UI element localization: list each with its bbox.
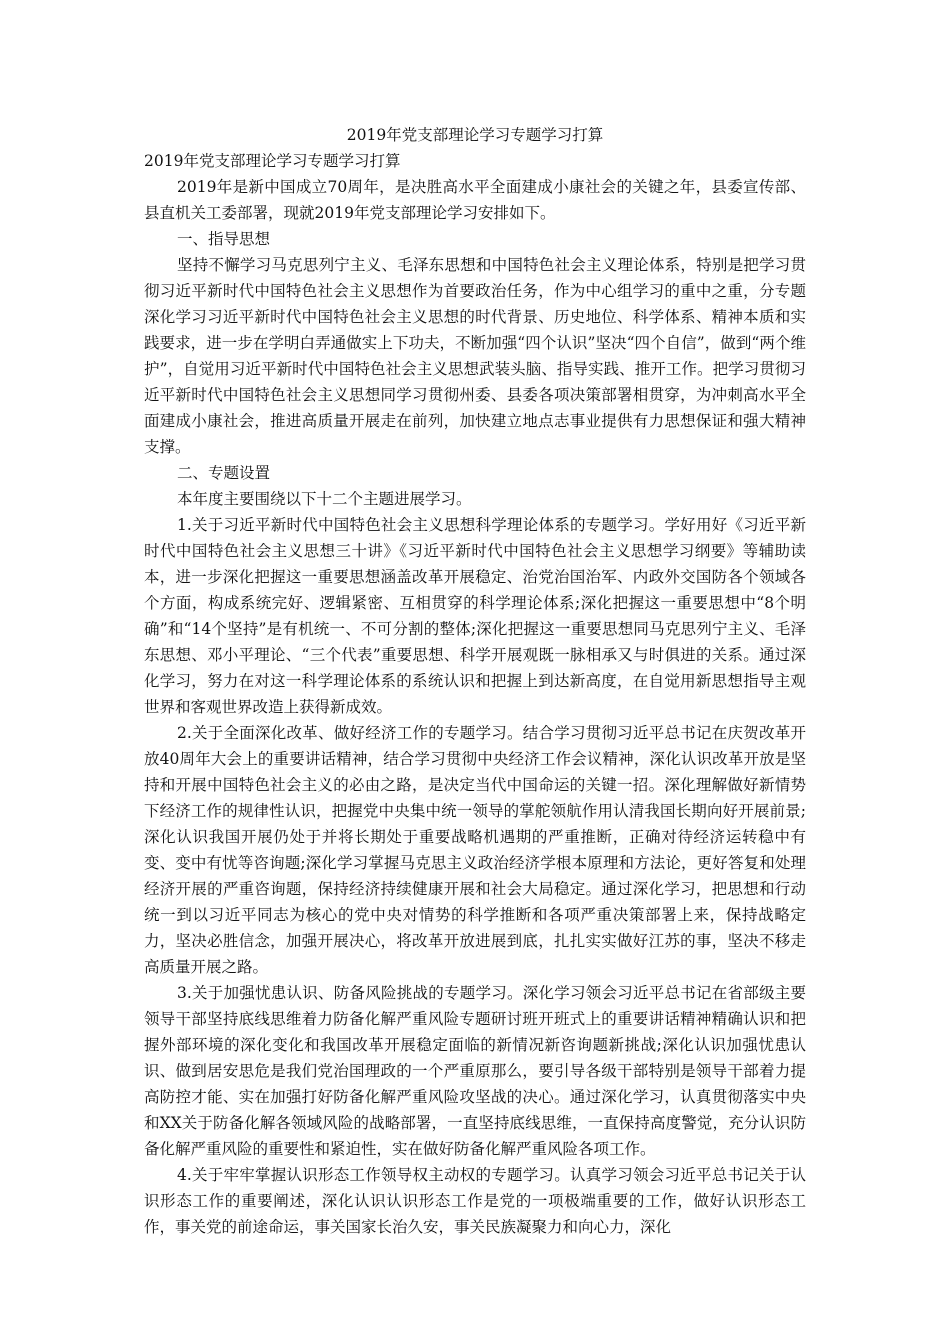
topics-intro-paragraph: 本年度主要围绕以下十二个主题进展学习。 [177, 490, 472, 508]
topic-1-paragraph: 1.关于习近平新时代中国特色社会主义思想科学理论体系的专题学习。学好用好《习近平新时代中国特色社会主义思想三十讲》《习近平新时代中国特色社会主义思想学习纲要》等辅助读本，进一步深化把握这一重要思想涵盖改革开展稳定、治党治国治军、内政外交国防各个领域各个方面，构成系统完好、逻辑紧密、互相贯穿的科学理论体系;深化把握这一重要思想中“8个明确”和“14个坚持”是有机统一、不可分割的整体;深化把握这一重要思想同马克思列宁主义、毛泽东思想、邓小平理论、“三个代表”重要思想、科学开展观既一脉相承又与时俱进的关系。通过深化学习，努力在对这一科学理论体系的系统认识和把握上到达新高度，在自觉用新思想指导主观世界和客观世界改造上获得新成效。 [144, 516, 806, 716]
guiding-thought-paragraph: 坚持不懈学习马克思列宁主义、毛泽东思想和中国特色社会主义理论体系，特别是把学习贯彻习近平新时代中国特色社会主义思想作为首要政治任务，作为中心组学习的重中之重，分专题深化学习习近平新时代中国特色社会主义思想的时代背景、历史地位、科学体系、精神本质和实践要求，进一步在学明白弄通做实上下功夫，不断加强“四个认识”坚决“四个自信”，做到“两个维护”，自觉用习近平新时代中国特色社会主义思想武装头脑、指导实践、推开工作。把学习贯彻习近平新时代中国特色社会主义思想同学习贯彻州委、县委各项决策部署相贯穿，为冲刺高水平全面建成小康社会，推进高质量开展走在前列，加快建立地点志事业提供有力思想保证和强大精神支撑。 [144, 256, 806, 456]
intro-paragraph: 2019年是新中国成立70周年，是决胜高水平全面建成小康社会的关键之年，县委宣传部、县直机关工委部署，现就2019年党支部理论学习安排如下。 [144, 178, 806, 222]
topic-4-paragraph: 4.关于牢牢掌握认识形态工作领导权主动权的专题学习。认真学习领会习近平总书记关于认识形态工作的重要阐述，深化认识认识形态工作是党的一项极端重要的工作，做好认识形态工作，事关党的前途命运，事关国家长治久安，事关民族凝聚力和向心力，深化 [144, 1166, 806, 1236]
section-heading-guiding-thought: 一、指导思想 [177, 230, 271, 248]
document-subtitle: 2019年党支部理论学习专题学习打算 [144, 152, 401, 170]
topic-3-paragraph: 3.关于加强忧患认识、防备风险挑战的专题学习。深化学习领会习近平总书记在省部级主要领导干部坚持底线思维着力防备化解严重风险专题研讨班开班式上的重要讲话精神精确认识和把握外部环境的深化变化和我国改革开展稳定面临的新情况新咨询题新挑战;深化认识加强忧患认识、做到居安思危是我们党治国理政的一个严重原那么，要引导各级干部特别是领导干部着力提高防控才能、实在加强打好防备化解严重风险攻坚战的决心。通过深化学习，认真贯彻落实中央和XX关于防备化解各领域风险的战略部署，一直坚持底线思维，一直保持高度警觉，充分认识防备化解严重风险的重要性和紧迫性，实在做好防备化解严重风险各项工作。 [144, 984, 806, 1158]
document-page [144, 122, 806, 1240]
section-heading-topics: 二、专题设置 [177, 464, 271, 482]
topic-2-paragraph: 2.关于全面深化改革、做好经济工作的专题学习。结合学习贯彻习近平总书记在庆贺改革开放40周年大会上的重要讲话精神，结合学习贯彻中央经济工作会议精神，深化认识改革开放是坚持和开展中国特色社会主义的必由之路，是决定当代中国命运的关键一招。深化理解做好新情势下经济工作的规律性认识，把握党中央集中统一领导的掌舵领航作用认清我国长期向好开展前景;深化认识我国开展仍处于并将长期处于重要战略机遇期的严重推断，正确对待经济运转稳中有变、变中有忧等咨询题;深化学习掌握马克思主义政治经济学根本原理和方法论，更好答复和处理经济开展的严重咨询题，保持经济持续健康开展和社会大局稳定。通过深化学习，把思想和行动统一到以习近平同志为核心的党中央对情势的科学推断和各项严重决策部署上来，保持战略定力，坚决必胜信念，加强开展决心，将改革开放进展到底，扎扎实实做好江苏的事，坚决不移走高质量开展之路。 [144, 724, 806, 976]
document-title: 2019年党支部理论学习专题学习打算 [346, 126, 604, 144]
